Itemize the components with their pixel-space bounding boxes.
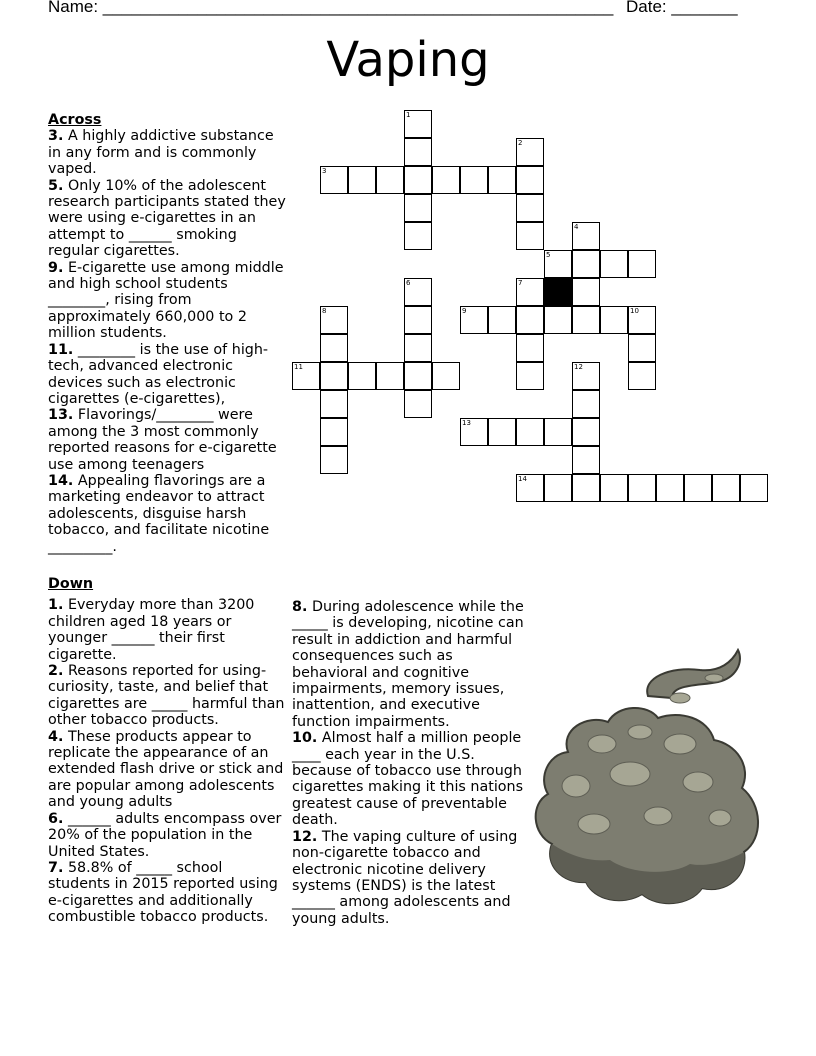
grid-cell[interactable] [684,474,712,502]
grid-cell[interactable] [544,474,572,502]
clue-item [48,597,288,663]
grid-cell[interactable] [572,250,600,278]
grid-cell[interactable] [712,474,740,502]
grid-cell[interactable] [320,166,348,194]
grid-cell[interactable] [404,222,432,250]
clue-text: Only 10% of the adolescent research participants stated they were using e-cigarettes in an attempt to ______ smoking regular cigarettes. [48,177,286,260]
clue-number: 13. [48,407,74,424]
clue-item [48,729,288,811]
clue-item [292,730,532,828]
clue-number: 9. [48,259,64,276]
clue-number: 3. [48,128,64,145]
smoke-cloud-icon [530,648,775,910]
grid-cell[interactable] [516,362,544,390]
down-clues [48,576,288,926]
cell-number: 7 [518,279,523,287]
clue-number: 8. [292,599,308,615]
grid-cell[interactable] [488,306,516,334]
grid-cell[interactable] [404,166,432,194]
grid-cell[interactable] [404,110,432,138]
grid-cell[interactable] [572,390,600,418]
clue-number: 10. [292,730,318,747]
black-cell [544,278,572,306]
grid-cell[interactable] [600,474,628,502]
grid-cell[interactable] [600,250,628,278]
grid-cell[interactable] [628,250,656,278]
grid-cell[interactable] [516,222,544,250]
clue-item [48,128,288,177]
grid-cell[interactable] [628,334,656,362]
grid-cell[interactable] [628,362,656,390]
grid-cell[interactable] [544,250,572,278]
clue-text: E-cigarette use among middle and high school students ________, rising from approximately 660,000 to 2 million students. [48,259,284,342]
cell-number: 1 [406,111,411,119]
clue-item [48,407,288,473]
grid-cell[interactable] [488,166,516,194]
clue-text: ______ adults encompass over 20% of the population in the United States. [48,810,282,860]
grid-cell[interactable] [740,474,768,502]
grid-cell[interactable] [404,362,432,390]
clue-number: 6. [48,810,64,827]
grid-cell[interactable] [572,278,600,306]
clue-number: 5. [48,177,64,194]
cell-number: 14 [518,475,527,483]
clue-text: 58.8% of _____ school students in 2015 reported using e-cigarettes and additionally combustible tobacco products. [48,859,278,926]
grid-cell[interactable] [488,418,516,446]
grid-cell[interactable] [348,362,376,390]
grid-cell[interactable] [516,334,544,362]
clue-text: These products appear to replicate the appearance of an extended flash drive or stick and are popular among adolescents and young adults [48,728,284,811]
grid-cell[interactable] [404,138,432,166]
grid-cell[interactable] [544,306,572,334]
clue-number: 4. [48,728,64,745]
cell-number: 6 [406,279,411,287]
grid-cell[interactable] [656,474,684,502]
grid-cell[interactable] [516,194,544,222]
grid-cell[interactable] [572,474,600,502]
grid-cell[interactable] [320,446,348,474]
grid-cell[interactable] [376,362,404,390]
across-heading: Across [48,112,102,128]
grid-cell[interactable] [432,166,460,194]
grid-cell[interactable] [348,166,376,194]
grid-cell[interactable] [516,138,544,166]
page-title: Vaping [326,32,490,88]
clue-item [48,860,288,926]
grid-cell[interactable] [572,362,600,390]
cell-number: 13 [462,419,471,427]
grid-cell[interactable] [460,306,488,334]
clue-text: Reasons reported for using-curiosity, taste, and belief that cigarettes are _____ harmful than other tobacco products. [48,663,285,729]
grid-cell[interactable] [572,306,600,334]
grid-cell[interactable] [460,166,488,194]
grid-cell[interactable] [320,306,348,334]
grid-cell[interactable] [320,334,348,362]
clue-text: Almost half a million people ____ each year in the U.S. because of tobacco use through cigarettes making it this nations greatest cause of preventable death. [292,730,524,829]
grid-cell[interactable] [320,390,348,418]
clue-number: 12. [292,828,318,845]
clue-item [48,342,288,408]
clue-text: A highly addictive substance in any form and is commonly vaped. [48,128,274,178]
cell-number: 4 [574,223,579,231]
cell-number: 9 [462,307,467,315]
grid-cell[interactable] [460,418,488,446]
clue-number: 7. [48,859,64,876]
grid-cell[interactable] [404,306,432,334]
grid-cell[interactable] [516,474,544,502]
grid-cell[interactable] [292,362,320,390]
clue-number: 2. [48,663,64,680]
cell-number: 11 [294,363,303,371]
clue-text: Appealing flavorings are a marketing endeavor to attract adolescents, disguise harsh tobacco, and facilitate nicotine _________. [48,472,270,555]
clue-number: 1. [48,597,64,614]
clue-item [292,829,532,927]
clue-number: 11. [48,341,74,358]
grid-cell[interactable] [404,194,432,222]
cell-number: 10 [630,307,639,315]
grid-cell[interactable] [320,418,348,446]
clue-text: ________ is the use of high-tech, advanced electronic devices such as electronic cigarettes (e-cigarettes), [48,341,269,407]
cell-number: 12 [574,363,583,371]
name-line[interactable]: Name: ______________________________________________________ [48,0,614,16]
grid-cell[interactable] [628,474,656,502]
clue-item [48,178,288,260]
clue-item [48,473,288,555]
clue-text: Flavorings/________ were among the 3 most commonly reported reasons for e-cigarette use among teenagers [48,407,277,473]
grid-cell[interactable] [572,418,600,446]
grid-cell[interactable] [376,166,404,194]
clue-text: The vaping culture of using non-cigarette tobacco and electronic nicotine delivery systems (ENDS) is the latest ______ among adolescents and young adults. [292,828,518,927]
grid-cell[interactable] [516,278,544,306]
grid-cell[interactable] [516,166,544,194]
grid-cell[interactable] [404,334,432,362]
cell-number: 5 [546,251,551,259]
grid-cell[interactable] [572,446,600,474]
grid-cell[interactable] [516,306,544,334]
grid-cell[interactable] [600,306,628,334]
clue-item [48,260,288,342]
clue-item [48,811,288,860]
grid-cell[interactable] [516,418,544,446]
down-heading: Down [48,576,94,592]
clue-text: During adolescence while the _____ is developing, nicotine can result in addiction and harmful consequences such as behavioral and cognitive impairments, memory issues, inattention, and executive function impairments. [292,599,524,730]
grid-cell[interactable] [404,390,432,418]
date-line[interactable]: Date: _______ [626,0,738,16]
cell-number: 8 [322,307,327,315]
grid-cell[interactable] [572,222,600,250]
clue-item [292,599,532,730]
grid-cell[interactable] [544,418,572,446]
clue-text: Everyday more than 3200 children aged 18 years or younger ______ their first cigarette. [48,597,255,663]
down-clues-continued [292,599,532,927]
cell-number: 3 [322,167,327,175]
clue-item [48,663,288,729]
clue-number: 14. [48,472,74,489]
grid-cell[interactable] [320,362,348,390]
grid-cell[interactable] [628,306,656,334]
grid-cell[interactable] [432,362,460,390]
grid-cell[interactable] [404,278,432,306]
across-clues [48,112,288,555]
cell-number: 2 [518,139,523,147]
